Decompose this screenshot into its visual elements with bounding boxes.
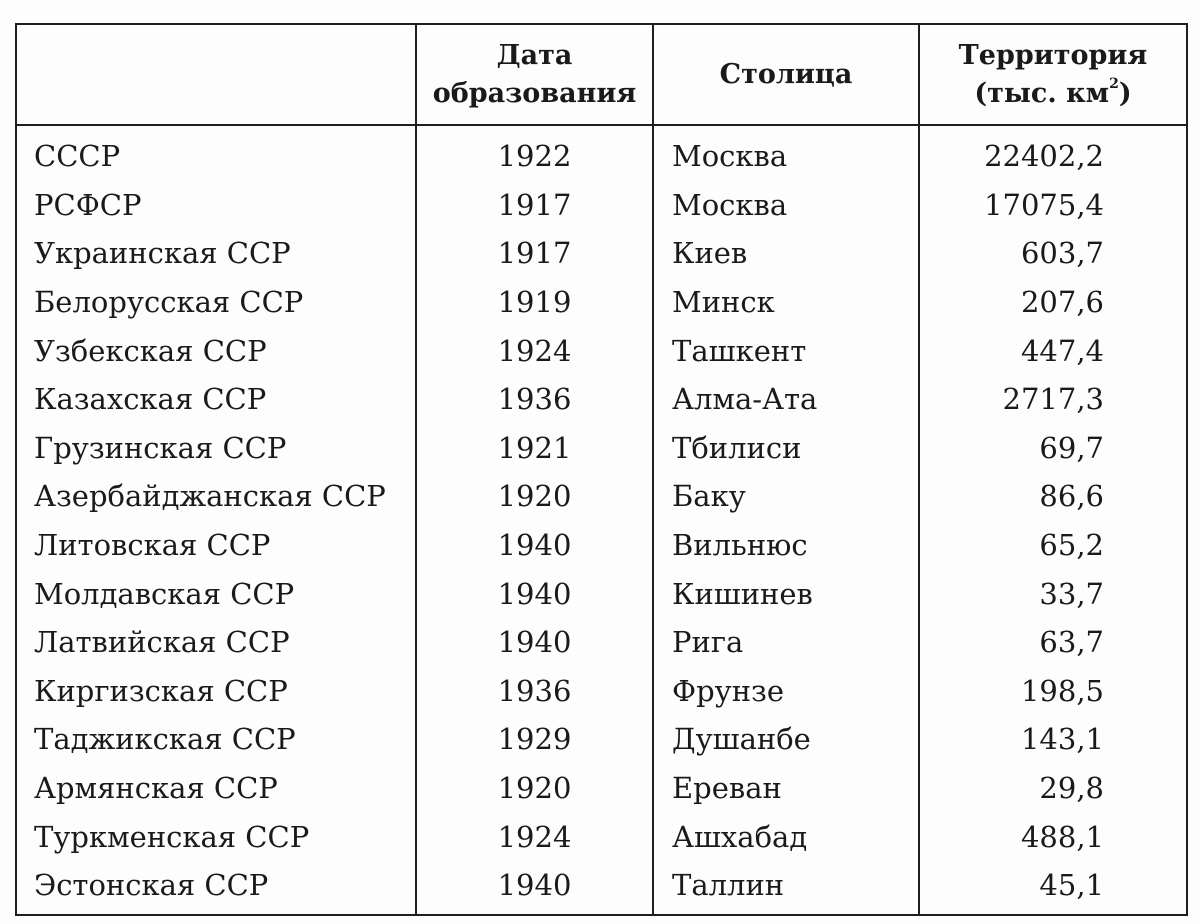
table-row — [16, 764, 1187, 813]
republic-name-cell: Таджикская ССР — [34, 722, 296, 757]
territory-cell: 45,1 — [919, 861, 1187, 915]
header-territory-unit-exponent: 2 — [1109, 75, 1119, 92]
header-territory-line2 — [920, 75, 1186, 113]
capital-cell: Ашхабад — [653, 812, 919, 861]
table-header-row — [16, 24, 1187, 125]
table-row — [16, 812, 1187, 861]
capital-cell: Киев — [653, 229, 919, 278]
formation-year-cell: 1917 — [416, 181, 653, 230]
table-row — [16, 472, 1187, 521]
territory-cell: 69,7 — [919, 424, 1187, 473]
territory-cell: 198,5 — [919, 667, 1187, 716]
formation-year-cell: 1921 — [416, 424, 653, 473]
territory-cell: 143,1 — [919, 715, 1187, 764]
territory-cell: 29,8 — [919, 764, 1187, 813]
formation-year-cell: 1940 — [416, 618, 653, 667]
republic-name-cell: Белорусская ССР — [34, 285, 304, 320]
republic-name-cell: Киргизская ССР — [34, 673, 288, 708]
table-row — [16, 618, 1187, 667]
capital-cell: Фрунзе — [653, 667, 919, 716]
table-body — [16, 125, 1187, 915]
territory-cell: 33,7 — [919, 569, 1187, 618]
header-republic — [16, 24, 416, 125]
header-territory — [919, 24, 1187, 125]
capital-cell: Тбилиси — [653, 424, 919, 473]
header-formation-date-line1: Дата — [496, 39, 573, 71]
table-row — [16, 569, 1187, 618]
formation-year-cell: 1936 — [416, 375, 653, 424]
capital-cell: Алма-Ата — [653, 375, 919, 424]
capital-cell: Вильнюс — [653, 521, 919, 570]
header-territory-unit: (тыс. км — [974, 77, 1110, 109]
republic-name-cell: Туркменская ССР — [34, 819, 310, 854]
table-row — [16, 181, 1187, 230]
header-territory-unit-close: ) — [1118, 77, 1132, 109]
republic-name-cell: Эстонская ССР — [34, 868, 269, 903]
formation-year-cell: 1919 — [416, 278, 653, 327]
table-row — [16, 229, 1187, 278]
table-row — [16, 278, 1187, 327]
territory-cell: 603,7 — [919, 229, 1187, 278]
capital-cell: Москва — [653, 181, 919, 230]
republic-name-cell: Азербайджанская ССР — [34, 479, 386, 514]
table-row — [16, 715, 1187, 764]
formation-year-cell: 1924 — [416, 326, 653, 375]
territory-cell: 86,6 — [919, 472, 1187, 521]
territory-cell: 207,6 — [919, 278, 1187, 327]
capital-cell: Баку — [653, 472, 919, 521]
table-row — [16, 125, 1187, 181]
header-territory-line1: Территория — [958, 39, 1148, 71]
capital-cell: Кишинев — [653, 569, 919, 618]
capital-cell: Рига — [653, 618, 919, 667]
formation-year-cell: 1940 — [416, 521, 653, 570]
republic-name-cell: РСФСР — [34, 187, 142, 222]
capital-cell: Душанбе — [653, 715, 919, 764]
territory-cell: 63,7 — [919, 618, 1187, 667]
territory-cell: 65,2 — [919, 521, 1187, 570]
territory-cell: 447,4 — [919, 326, 1187, 375]
table-row — [16, 667, 1187, 716]
formation-year-cell: 1920 — [416, 472, 653, 521]
republic-name-cell: Латвийская ССР — [34, 625, 290, 660]
header-formation-date-line2: образования — [432, 77, 637, 109]
formation-year-cell: 1936 — [416, 667, 653, 716]
formation-year-cell: 1924 — [416, 812, 653, 861]
republic-name-cell: Узбекская ССР — [34, 333, 267, 368]
republic-name-cell: Литовская ССР — [34, 528, 271, 563]
formation-year-cell: 1929 — [416, 715, 653, 764]
territory-cell: 2717,3 — [919, 375, 1187, 424]
formation-year-cell: 1940 — [416, 569, 653, 618]
republic-name-cell: Украинская ССР — [34, 236, 291, 271]
soviet-republics-table — [15, 23, 1188, 916]
table-row — [16, 375, 1187, 424]
header-capital: Столица — [653, 24, 919, 125]
table-row — [16, 861, 1187, 915]
formation-year-cell: 1922 — [416, 125, 653, 181]
territory-cell: 488,1 — [919, 812, 1187, 861]
republic-name-cell: Армянская ССР — [34, 771, 278, 806]
formation-year-cell: 1917 — [416, 229, 653, 278]
capital-cell: Таллин — [653, 861, 919, 915]
capital-cell: Москва — [653, 125, 919, 181]
republic-name-cell: Грузинская ССР — [34, 430, 287, 465]
republic-name-cell: Казахская ССР — [34, 382, 267, 417]
territory-cell: 22402,2 — [919, 125, 1187, 181]
capital-cell: Ташкент — [653, 326, 919, 375]
territory-cell: 17075,4 — [919, 181, 1187, 230]
capital-cell: Ереван — [653, 764, 919, 813]
table-row — [16, 424, 1187, 473]
formation-year-cell: 1940 — [416, 861, 653, 915]
table-row — [16, 326, 1187, 375]
formation-year-cell: 1920 — [416, 764, 653, 813]
republic-name-cell: СССР — [34, 139, 121, 174]
capital-cell: Минск — [653, 278, 919, 327]
table-row — [16, 521, 1187, 570]
republic-name-cell: Молдавская ССР — [34, 576, 295, 611]
header-formation-date — [416, 24, 653, 125]
